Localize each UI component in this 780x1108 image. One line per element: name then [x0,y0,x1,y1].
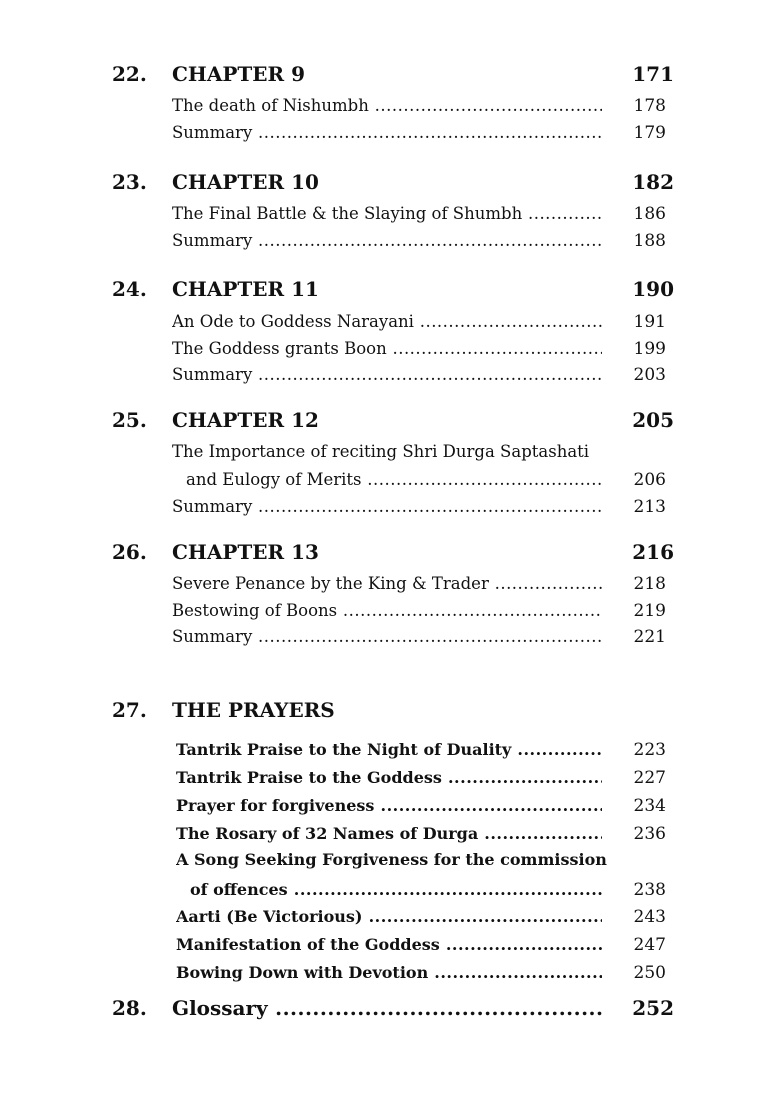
toc-entry [0,597,780,625]
entry-page: 221 [633,627,666,647]
entry-title: The Goddess grants Boon ..... [172,335,602,363]
toc-entry [0,931,780,959]
entry-title: Prayer for forgiveness ..... [176,792,602,820]
entry-title: Summary ..... [172,623,602,651]
toc-section-heading [0,406,780,434]
entry-title: and Eulogy of Merits ..... [186,466,602,494]
section-number: 23. [112,170,147,194]
toc-entry [0,92,780,120]
section-title: CHAPTER 10 [172,170,319,194]
section-number: 28. [112,996,147,1020]
section-title: CHAPTER 11 [172,277,319,301]
entry-title: Bestowing of Boons ..... [172,597,602,625]
entry-page: 227 [633,768,666,788]
section-page: 182 [632,170,674,194]
toc-section-heading [0,994,780,1022]
entry-title: Tantrik Praise to the Goddess ..... [176,764,602,792]
toc-entry [0,764,780,792]
entry-page: 186 [633,204,666,224]
section-page: 171 [632,62,674,86]
toc-entry [0,570,780,598]
section-number: 24. [112,277,147,301]
toc-entry [0,466,780,494]
entry-title: Summary ..... [172,493,602,521]
entry-title: The death of Nishumbh ..... [172,92,602,120]
entry-page: 213 [633,497,666,517]
toc-section-heading [0,538,780,566]
entry-title: Bowing Down with Devotion ..... [176,959,602,987]
entry-page: 199 [633,339,666,359]
section-title: THE PRAYERS [172,698,335,722]
toc-section-heading [0,275,780,303]
entry-page: 238 [633,880,666,900]
entry-page: 188 [633,231,666,251]
entry-page: 234 [633,796,666,816]
section-title: CHAPTER 13 [172,540,319,564]
toc-entry [0,335,780,363]
entry-page: 218 [633,574,666,594]
toc-entry [0,820,780,848]
entry-title: Severe Penance by the King & Trader ..... [172,570,602,598]
toc-entry [0,308,780,336]
toc-section-heading [0,696,780,724]
entry-title: An Ode to Goddess Narayani ..... [172,308,602,336]
entry-page: 203 [633,365,666,385]
toc-entry [0,438,780,466]
entry-page: 223 [633,740,666,760]
section-number: 25. [112,408,147,432]
section-number: 27. [112,698,147,722]
toc-entry [0,227,780,255]
toc-entry [0,959,780,987]
section-page: 190 [632,277,674,301]
entry-title: Aarti (Be Victorious) ..... [176,903,602,931]
entry-title: Tantrik Praise to the Night of Duality ..... [176,736,602,764]
entry-title: Summary ..... [172,119,602,147]
entry-page: 247 [633,935,666,955]
section-number: 22. [112,62,147,86]
section-page: 205 [632,408,674,432]
entry-title: Summary ..... [172,227,602,255]
toc-entry [0,792,780,820]
toc-entry [0,361,780,389]
entry-title: A Song Seeking Forgiveness for the commission [176,850,607,869]
toc-entry [0,903,780,931]
entry-title: Summary ..... [172,361,602,389]
toc-entry [0,876,780,904]
toc-entry [0,846,780,874]
entry-page: 206 [633,470,666,490]
entry-title: The Importance of reciting Shri Durga Saptashati [172,442,590,461]
entry-title: of offences ..... [190,876,602,904]
entry-page: 236 [633,824,666,844]
section-page: 216 [632,540,674,564]
entry-page: 178 [633,96,666,116]
section-page: 252 [632,996,674,1020]
entry-page: 243 [633,907,666,927]
toc-entry [0,119,780,147]
entry-page: 219 [633,601,666,621]
toc-section-heading [0,168,780,196]
toc-section-heading [0,60,780,88]
toc-entry [0,493,780,521]
section-title: CHAPTER 12 [172,408,319,432]
toc-entry [0,200,780,228]
section-title: CHAPTER 9 [172,62,305,86]
section-number: 26. [112,540,147,564]
entry-page: 250 [633,963,666,983]
entry-title: The Rosary of 32 Names of Durga ..... [176,820,602,848]
toc-entry [0,623,780,651]
toc-entry [0,736,780,764]
entry-title: The Final Battle & the Slaying of Shumbh ..... [172,200,602,228]
section-title: Glossary ..... [172,994,602,1022]
entry-page: 179 [633,123,666,143]
entry-title: Manifestation of the Goddess ..... [176,931,602,959]
entry-page: 191 [633,312,666,332]
